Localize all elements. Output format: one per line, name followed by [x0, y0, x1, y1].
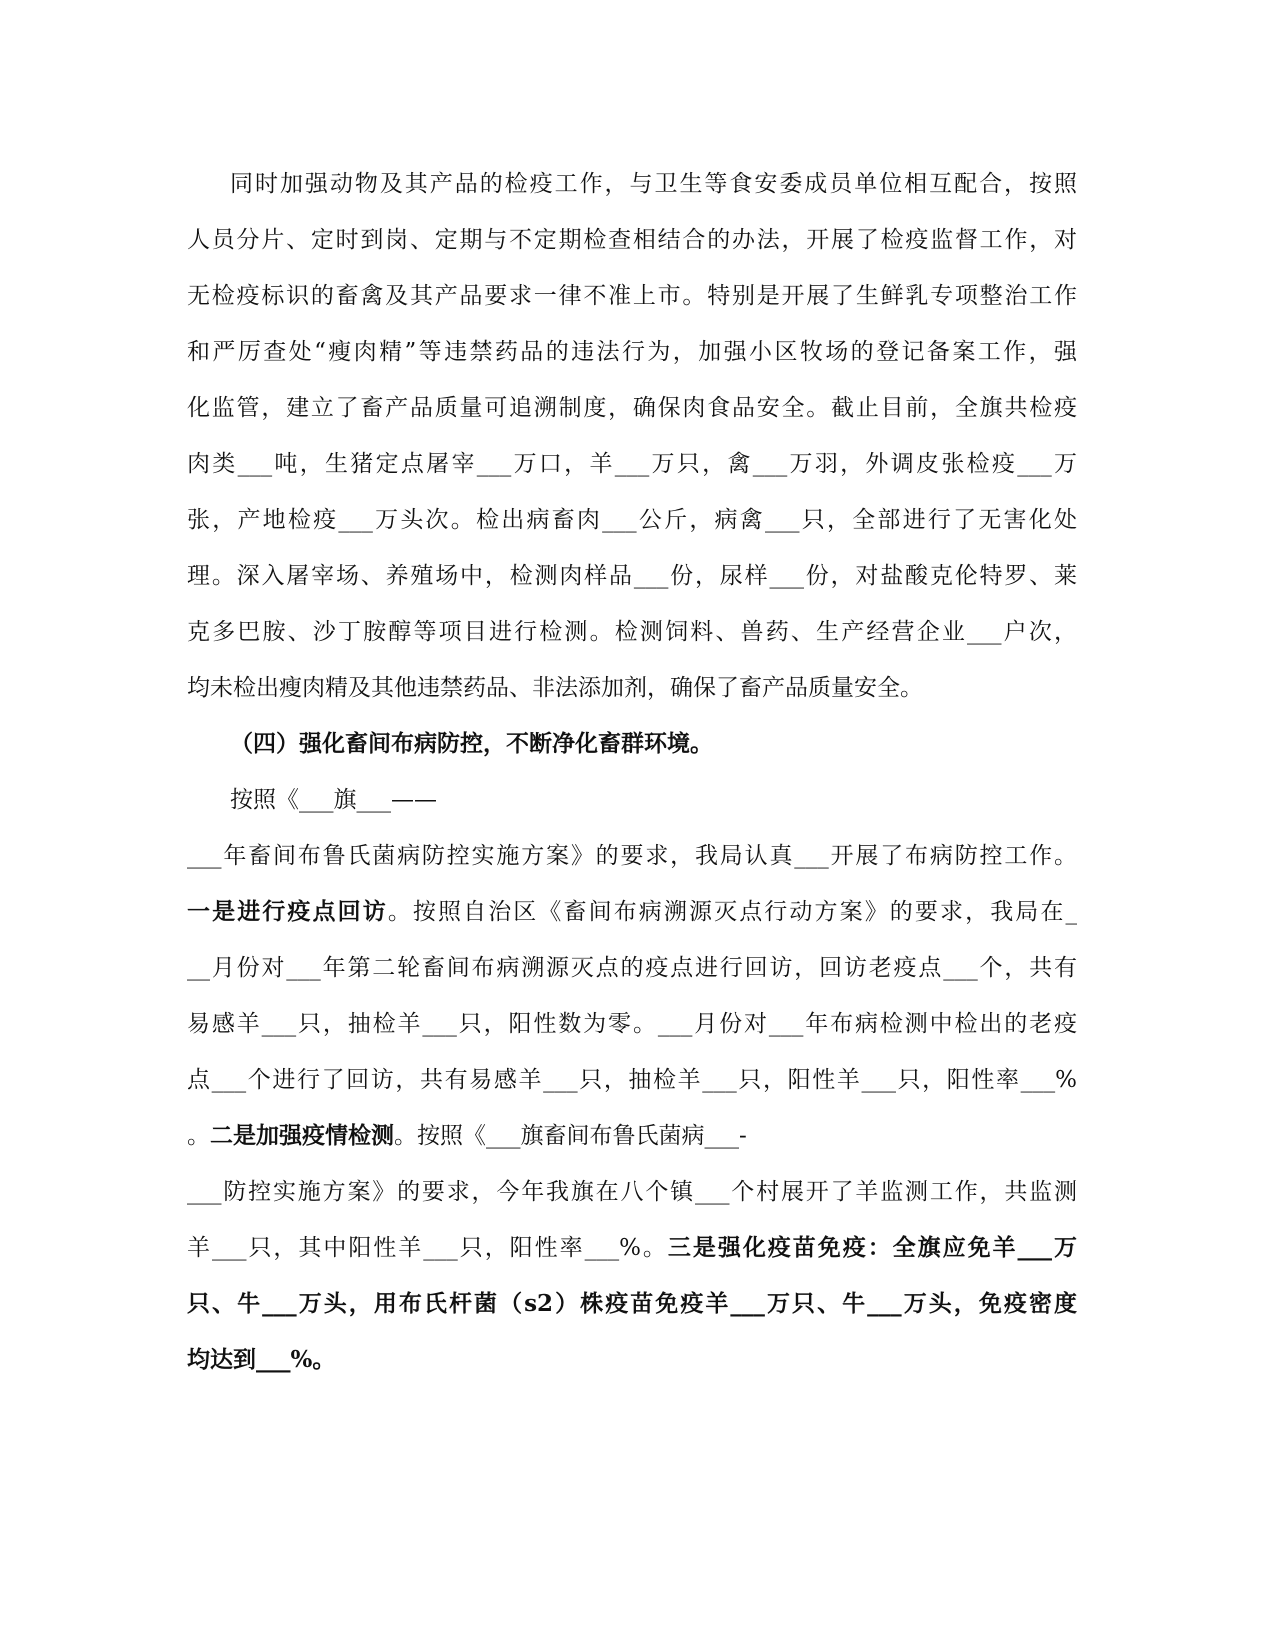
- paragraph-line: 人员分片、定时到岗、定期与不定期检查相结合的办法，开展了检疫监督工作，对: [187, 227, 1077, 253]
- paragraph-line: 均达到___%。: [187, 1346, 336, 1373]
- paragraph-line: 理。深入屠宰场、养殖场中，检测肉样品___份，尿样___份，对盐酸克伦特罗、莱: [187, 563, 1077, 589]
- paragraph-line: 化监管，建立了畜产品质量可追溯制度，确保肉食品安全。截止目前，全旗共检疫: [187, 395, 1077, 421]
- paragraph-line: 同时加强动物及其产品的检疫工作，与卫生等食安委成员单位相互配合，按照: [230, 171, 1077, 197]
- paragraph-line: [187, 1228, 1077, 1268]
- emphasis-text: 三是强化疫苗免疫：全旗应免羊___万: [667, 1234, 1077, 1261]
- paragraph-line: ___防控实施方案》的要求，今年我旗在八个镇___个村展开了羊监测工作，共监测: [187, 1179, 1077, 1205]
- body-text: 。: [187, 1123, 210, 1149]
- paragraph-line: 点___个进行了回访，共有易感羊___只，抽检羊___只，阳性羊___只，阳性率___%: [187, 1067, 1077, 1093]
- paragraph-line: [187, 1116, 1077, 1156]
- paragraph-line: [187, 892, 1077, 932]
- section-heading: （四）强化畜间布病防控，不断净化畜群环境。: [230, 730, 713, 757]
- body-text: 。按照《___旗畜间布鲁氏菌病___-: [394, 1123, 747, 1149]
- paragraph-line: 按照《___旗___——: [230, 787, 437, 813]
- paragraph-line: 克多巴胺、沙丁胺醇等项目进行检测。检测饲料、兽药、生产经营企业___户次，: [187, 619, 1077, 645]
- paragraph-line: 均未检出瘦肉精及其他违禁药品、非法添加剂，确保了畜产品质量安全。: [187, 675, 923, 701]
- emphasis-text: 一是进行疫点回访: [187, 898, 388, 925]
- paragraph-line: 肉类___吨，生猪定点屠宰___万口，羊___万只，禽___万羽，外调皮张检疫___万: [187, 451, 1077, 477]
- body-text: 。按照自治区《畜间布病溯源灭点行动方案》的要求，我局在_: [387, 899, 1077, 925]
- body-text: 羊___只，其中阳性羊___只，阳性率___%。: [187, 1235, 668, 1261]
- paragraph-line: __月份对___年第二轮畜间布病溯源灭点的疫点进行回访，回访老疫点___个，共有: [187, 955, 1077, 981]
- paragraph-line: 张，产地检疫___万头次。检出病畜肉___公斤，病禽___只，全部进行了无害化处: [187, 507, 1077, 533]
- paragraph-line: 易感羊___只，抽检羊___只，阳性数为零。___月份对___年布病检测中检出的老疫: [187, 1011, 1077, 1037]
- paragraph-line: 和严厉查处“瘦肉精”等违禁药品的违法行为，加强小区牧场的登记备案工作，强: [187, 339, 1077, 365]
- paragraph-line: 无检疫标识的畜禽及其产品要求一律不准上市。特别是开展了生鲜乳专项整治工作: [187, 283, 1077, 309]
- paragraph-line: 只、牛___万头，用布氏杆菌（s2）株疫苗免疫羊___万只、牛___万头，免疫密度: [187, 1290, 1077, 1317]
- emphasis-text: 二是加强疫情检测: [210, 1122, 394, 1149]
- paragraph-line: ___年畜间布鲁氏菌病防控实施方案》的要求，我局认真___开展了布病防控工作。: [187, 843, 1077, 869]
